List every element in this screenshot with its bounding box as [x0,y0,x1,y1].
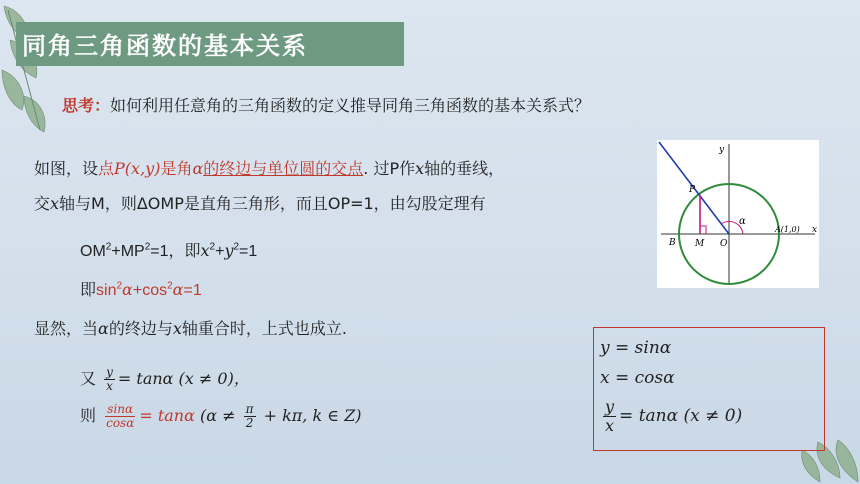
x-symbol: x [172,319,182,338]
eq1-end: =1 [239,243,258,260]
eq2-ji: 即 [80,282,97,299]
label-x: x [812,225,818,235]
equation-1 [80,238,257,261]
obvious-c: 轴重合时，上式也成立. [181,319,347,338]
para2-b: 轴与M，则ΔOMP是直角三角形，而且OP=1，由勾股定理有 [59,194,486,213]
eq1-sup3: 2 [209,241,216,253]
eq1-x: x [200,241,210,260]
unit-circle-svg [657,140,819,288]
para1-red-rest: 的终边与单位圆的交点 [203,159,364,178]
alpha-symbol: α [192,159,204,178]
paragraph-2 [34,191,486,214]
para1-prefix: 如图，设 [34,159,99,178]
frac-den: 2 [245,416,254,430]
eq2-alpha2: α [172,280,184,299]
para2-a: 交 [34,194,51,213]
alpha-symbol: α [98,319,109,338]
frac-den: cosα [106,416,135,430]
you-label: 又 [80,369,97,388]
para1-red [98,159,363,178]
eq1-om: OM [80,243,106,260]
eq2-sin: sin [96,282,117,299]
label-m: M [695,239,705,249]
para1-is-angle: 是角 [160,159,193,178]
eq1-plus: + [215,243,225,260]
label-b: B [669,238,676,248]
right-angle-mark [700,226,706,234]
label-o: O [720,239,728,249]
ze-label: 则 [80,406,97,425]
eq1-y: y [224,241,234,260]
page-title: 同角三角函数的基本关系 [22,31,308,60]
x-symbol: x [50,194,60,213]
label-alpha: α [739,216,746,227]
thinking-prompt [62,93,590,116]
frac-num: sinα [107,402,134,416]
box-line-3 [600,398,742,435]
leaf-decoration-top-left [0,0,70,140]
eq1-sup2: 2 [144,241,151,253]
box-line-1: y = sinα [600,338,672,358]
label-a: A(1,0) [775,225,800,234]
x-symbol: x [415,159,425,178]
frac-num: π [245,402,254,416]
obvious-b: 的终边与 [108,319,173,338]
para1-after2: 轴的垂线， [424,159,505,178]
eq2-sup2: 2 [167,280,173,292]
ze-cond2: + kπ, k ∈ Z) [258,406,362,425]
frac-den: x [605,416,615,435]
ze-cond: (α ≠ [194,406,241,425]
frac-num: y [106,365,113,379]
para1-after: . 过P作 [363,159,416,178]
obvious-line [34,316,347,339]
y-over-x-fraction [104,366,115,393]
equation-2 [80,277,202,300]
eq1-eq: =1，即 [150,243,201,260]
para1-point-def: 点 [98,159,115,178]
frac-den: x [106,379,113,393]
box-tan: = tanα (x ≠ 0) [619,406,743,426]
you-line [80,366,250,393]
thinking-text: 如何利用任意角的三角函数的定义推导同角三角函数的基本关系式？ [110,96,591,115]
sin-over-cos-fraction [104,403,136,430]
label-p: P [689,185,696,195]
eq2-sup1: 2 [116,280,123,292]
paragraph-1 [34,156,504,179]
obvious-a: 显然，当 [34,319,99,338]
eq1-mp: +MP [111,243,145,260]
label-y: y [719,145,725,155]
eq2-alpha1: α [122,280,133,299]
eq2-end: =1 [183,282,202,299]
thinking-label: 思考： [62,96,111,115]
eq2-cos: +cos [132,282,168,299]
pi-over-2-fraction [244,403,256,430]
point-p: P(x,y) [114,159,161,178]
eq1-sup4: 2 [233,241,240,253]
box-line-2: x = cosα [600,368,675,388]
unit-circle-figure [657,140,819,288]
you-rest: = tanα (x ≠ 0)， [117,369,250,388]
frac-num: y [605,397,615,416]
eq1-sup1: 2 [105,241,112,253]
box-fraction [603,398,616,435]
ze-tan: = tanα [139,406,195,425]
ze-line [80,403,362,430]
